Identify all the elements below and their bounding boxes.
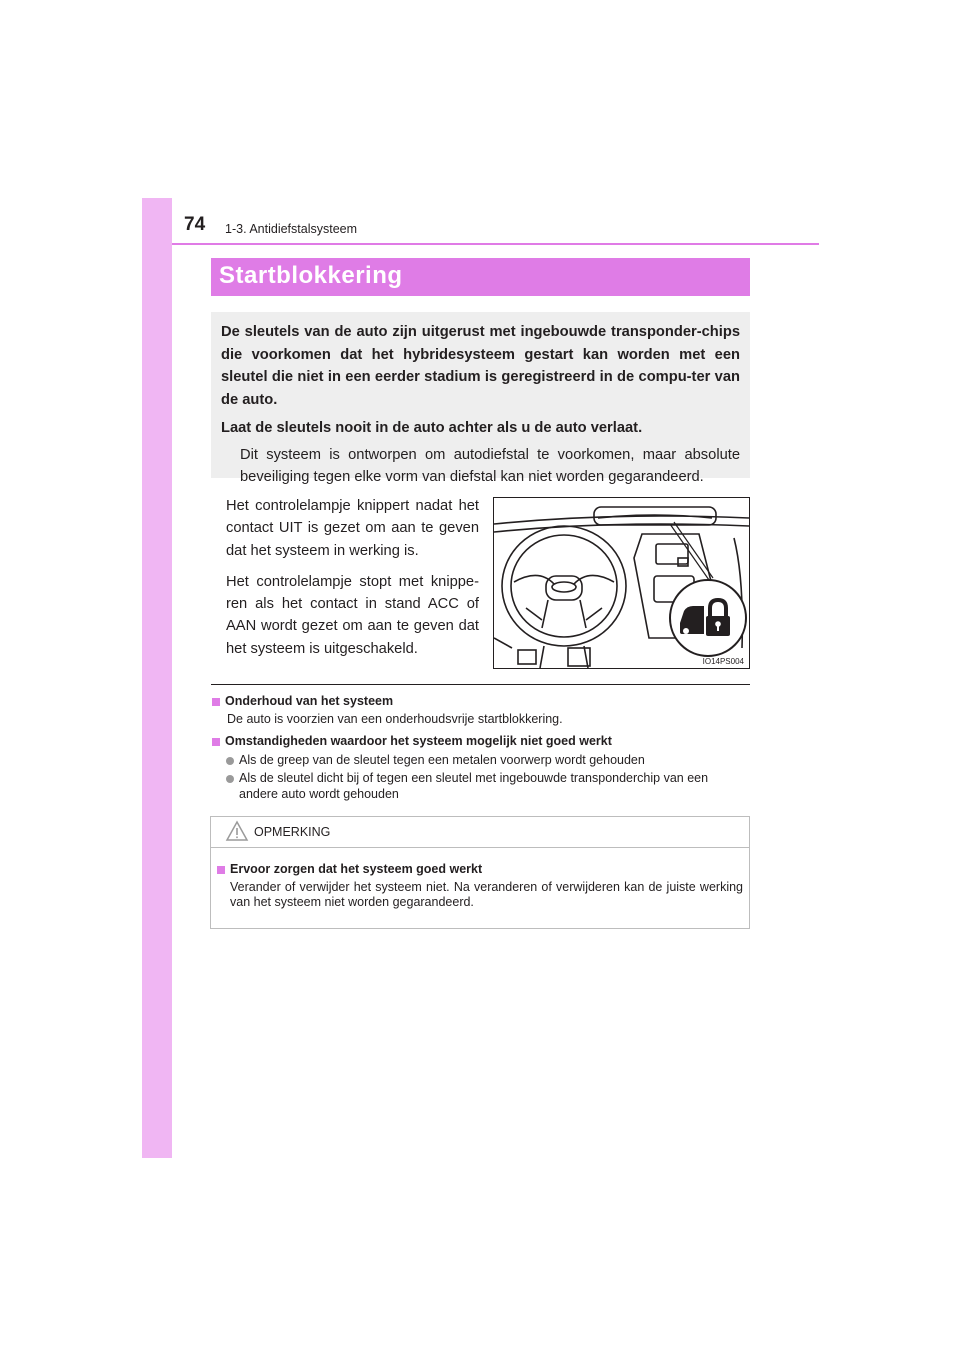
list-item — [211, 771, 750, 802]
square-bullet-icon — [212, 738, 220, 746]
caution-box — [210, 816, 750, 929]
section-title: Startblokkering — [219, 262, 403, 289]
notes-section — [211, 694, 750, 802]
note-text-maintenance: De auto is voorzien van een onderhoudsvrije startblokkering. — [227, 711, 563, 726]
square-bullet-icon — [212, 698, 220, 706]
notes-divider — [211, 684, 750, 685]
watermark: carmanualsonline.info — [685, 1324, 940, 1351]
round-bullet-icon — [226, 775, 234, 783]
body-paragraph-1: Het controlelampje knippert nadat het contact UIT is gezet om aan te geven dat het systeem in werking is. — [226, 498, 479, 559]
list-item — [211, 753, 750, 769]
intro-text: De sleutels van de auto zijn uitgerust met ingebouwde transponder-chips die voorkomen dat het hybridesysteem gestart kan worden met een sleutel die niet in een eerder stadium is geregistreerd in de compu-ter van de auto. — [221, 324, 740, 408]
header-divider — [172, 243, 819, 245]
caution-heading-text: Ervoor zorgen dat het systeem goed werkt — [230, 862, 483, 876]
caution-body — [211, 848, 749, 911]
caution-heading — [211, 862, 749, 878]
note-heading-conditions — [211, 734, 750, 750]
intro-warning: Laat de sleutels nooit in de auto achter als u de auto verlaat. — [221, 420, 643, 436]
warning-triangle-icon — [225, 820, 249, 842]
body-text — [226, 495, 479, 669]
caution-text: Verander of verwijder het systeem niet. Na veranderen of verwijderen kan de juiste werking van het systeem niet worden gegarandeerd. — [230, 879, 743, 909]
chapter-sidebar — [142, 198, 172, 1158]
round-bullet-icon — [226, 757, 234, 765]
dashboard-illustration — [493, 497, 750, 669]
intro-box — [211, 312, 750, 485]
note-heading-maintenance — [211, 694, 750, 710]
list-item-text: Als de greep van de sleutel tegen een metalen voorwerp wordt gehouden — [239, 752, 645, 767]
figure-code: IO14PS004 — [702, 657, 744, 666]
section-reference: 1-3. Antidiefstalsysteem — [225, 222, 358, 236]
intro-note: Dit systeem is ontworpen om autodiefstal te voorkomen, maar absolute beveiliging tegen elke vorm van diefstal kan niet worden gegarandeerd. — [240, 446, 740, 485]
section-title-bar — [211, 258, 750, 296]
square-bullet-icon — [217, 866, 225, 874]
caution-header — [211, 817, 749, 848]
note-heading-text: Onderhoud van het systeem — [225, 694, 394, 708]
page-number: 74 — [184, 214, 206, 235]
list-item-text: Als de sleutel dicht bij of tegen een sleutel met ingebouwde transponderchip van een andere auto wordt gehouden — [239, 771, 709, 801]
dashboard-drawing — [494, 498, 749, 668]
caution-label: OPMERKING — [254, 825, 331, 839]
note-heading-text: Omstandigheden waardoor het systeem mogelijk niet goed werkt — [225, 734, 612, 748]
body-paragraph-2: Het controlelampje stopt met knippe-ren als het contact in stand ACC of AAN wordt gezet om aan te geven dat het systeem is uitgeschakeld. — [226, 573, 479, 657]
